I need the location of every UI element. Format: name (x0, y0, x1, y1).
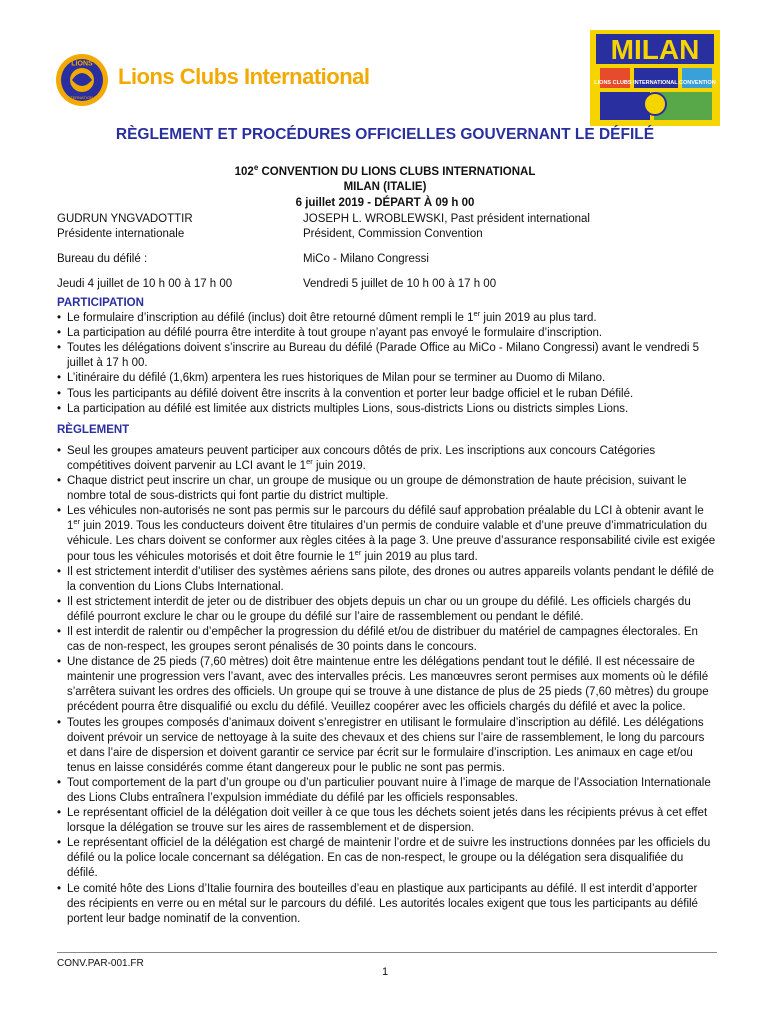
participation-item: • La participation au défilé pourra être interdite à tout groupe n’ayant pas envoyé le formulaire d’inscription. (57, 326, 717, 341)
milan-logo-text: MILAN (610, 34, 700, 65)
bullet-icon: • (57, 327, 62, 340)
reglement-item: • Seul les groupes amateurs peuvent participer aux concours dôtés de prix. Les inscriptions aux concours Catégories compétitives doivent parvenir au LCI avant le 1er juin 2019. (57, 444, 656, 472)
info-grid (57, 212, 717, 292)
reglement-list (57, 444, 717, 927)
participation-item: • Toutes les délégations doivent s’inscrire au Bureau du défilé (Parade Office au MiCo - Milano Congressi) avant le vendredi 5 juillet à 17 h 00. (57, 342, 699, 370)
convention-block (0, 160, 770, 211)
bullet-icon: • (57, 595, 62, 608)
bullet-icon: • (57, 505, 62, 518)
reglement-item: • Tout comportement de la part d’un groupe ou d’un particulier pouvant nuire à l’image de marque de l’Association Internationale des Lions Clubs entraînera l’expulsion immédiate du défilé par les officiels responsables. (57, 776, 711, 804)
president-title: Présidente internationale (57, 228, 185, 240)
office-value: MiCo - Milano Congressi (303, 253, 429, 265)
bullet-icon: • (57, 312, 62, 325)
chair-title: Président, Commission Convention (303, 228, 483, 240)
hours-day1: Jeudi 4 juillet de 10 h 00 à 17 h 00 (57, 278, 233, 290)
reglement-item: • Toutes les groupes composés d’animaux doivent s’enregistrer en utilisant le formulaire d’inscription au défilé. Les délégations doivent prévoir un service de nettoyage à la suite des chevaux et des chiens sur l’aire de rassemblement, le long du parcours et dans l’aire de dispersion et doivent garantir ce service par écrit sur le formulaire d’inscription. Les animaux en cage et/ou tenus en laisse considérés comme étant dangereux pour le public ne sont pas permis. (57, 716, 705, 774)
footer-divider (57, 952, 717, 953)
reglement-item: • Il est interdit de ralentir ou d’empêcher la progression du défilé et/ou de distribuer du matériel de campagnes électorales. En cas de non-respect, les groupes seront pénalisés de 30 points dans le concours. (57, 625, 698, 654)
participation-item: • La participation au défilé est limitée aux districts multiples Lions, sous-districts Lions ou districts simples Lions. (57, 402, 717, 417)
participation-item: • L’itinéraire du défilé (1,6km) arpentera les rues historiques de Milan pour se terminer au Duomo di Milano. (57, 371, 717, 386)
participation-item: • Le formulaire d’inscription au défilé (inclus) doit être retourné dûment rempli le 1er juin 2019 au plus tard. (57, 311, 717, 326)
bullet-icon: • (57, 625, 62, 638)
lions-logo (52, 52, 372, 108)
document-title: RÈGLEMENT ET PROCÉDURES OFFICIELLES GOUVERNANT LE DÉFILÉ (115, 126, 655, 143)
convention-city: MILAN (ITALIE) (343, 181, 427, 194)
emblem-text: LIONS (71, 60, 93, 68)
bullet-icon: • (57, 882, 62, 895)
reglement-item: • Il est strictement interdit d’utiliser des systèmes aériens sans pilote, des drones ou autres appareils volants pendant le défilé de la convention du Lions Clubs International. (57, 565, 714, 593)
footer-code: CONV.PAR-001.FR (57, 958, 144, 969)
bullet-icon: • (57, 807, 62, 820)
lions-emblem-icon (52, 52, 112, 108)
page-number: 1 (381, 966, 389, 978)
president-name: GUDRUN YNGVADOTTIR (57, 213, 193, 225)
reglement-item: • Une distance de 25 pieds (7,60 mètres) doit être maintenue entre les délégations pendant tout le défilé. Il est nécessaire de maintenir une progression vers l’avant, avec des intervalles précis. Les manœuvres seront permises aux moments où le défilé s’arrêtera suivant les ordres des officiels. Un groupe qui se trouve à une distance de plus de 25 pieds (7,60 mètres) du groupe précédent pourra être disqualifié ou exclu du défilé. Veuillez coopérer avec les officiels chargés du défilé et avec la police. (57, 656, 709, 714)
emblem-subtext: INTERNATIONAL (66, 95, 98, 100)
convention-date: 6 juillet 2019 - DÉPART À 09 h 00 (295, 196, 475, 209)
participation-list (57, 311, 717, 417)
hours-day2: Vendredi 5 juillet de 10 h 00 à 17 h 00 (303, 278, 497, 290)
reglement-item: • Chaque district peut inscrire un char, un groupe de musique ou un groupe de démonstration de haute précision, suivant le nombre total de sous-districts qui font partie du district multiple. (57, 475, 687, 503)
reglement-item: • Les véhicules non-autorisés ne sont pas permis sur le parcours du défilé sauf approbation préalable du LCI à obtenir avant le 1er juin 2019. Tous les conducteurs doivent être titulaires d’un permis de conduire valable et d’une preuve d’immatriculation du véhicule. Les chars doivent se conformer aux règles citées à la page 3. Une preuve d’assurance responsabilité civile est exigée pour tous les véhicules motorisés et doit être fournie le 1er juin 2019 au plus tard. (57, 505, 716, 563)
bullet-icon: • (57, 342, 62, 355)
reglement-item: • Le représentant officiel de la délégation doit veiller à ce que tous les déchets soient jetés dans les récipients prévus à cet effet lorsque la délégation se trouve sur les aires de rassemblement et de dispersion. (57, 807, 708, 835)
reglement-item: • Le représentant officiel de la délégation est chargé de maintenir l’ordre et de suivre les instructions données par les officiels du défilé ou la police locale concernant sa délégation. En cas de non-respect, le groupe ou la délégation sera disqualifiée du défilé. (57, 837, 711, 880)
reglement-item: • Il est strictement interdit de jeter ou de distribuer des objets depuis un char ou un groupe du défilé. Les officiels chargés du défilé pourront exclure le char ou le groupe du défilé sur l’aire de rassemblement ou pendant le défilé. (57, 595, 691, 623)
participation-item: • Tous les participants au défilé doivent être inscrits à la convention et porter leur badge officiel et le ruban Défilé. (57, 387, 717, 402)
bullet-icon: • (57, 475, 62, 488)
office-label: Bureau du défilé : (57, 253, 148, 265)
bullet-icon: • (57, 372, 62, 385)
milan-convention-logo (590, 30, 720, 126)
participation-heading: PARTICIPATION (57, 297, 144, 309)
chair-name: JOSEPH L. WROBLEWSKI, Past président international (303, 213, 590, 225)
bullet-icon: • (57, 387, 62, 400)
org-name: Lions Clubs International (118, 64, 370, 89)
bullet-icon: • (57, 656, 62, 669)
bullet-icon: • (57, 402, 62, 415)
bullet-icon: • (57, 565, 62, 578)
document-body (57, 296, 717, 927)
reglement-heading: RÈGLEMENT (57, 423, 130, 436)
bullet-icon: • (57, 444, 62, 457)
bullet-icon: • (57, 776, 62, 789)
milan-logo-subtext: LIONS CLUBS INTERNATIONAL CONVENTION (594, 80, 716, 86)
bullet-icon: • (57, 716, 62, 729)
convention-name: 102e CONVENTION DU LIONS CLUBS INTERNATIONAL (234, 163, 536, 178)
bullet-icon: • (57, 837, 62, 850)
reglement-item: • Le comité hôte des Lions d’Italie fournira des bouteilles d’eau en plastique aux participants au défilé. Il est interdit d’apporter des récipients en verre ou en métal sur le parcours du défilé. Les autorités locales exigent que tous les participants au défilé portent leur badge nominatif de la convention. (57, 882, 698, 925)
